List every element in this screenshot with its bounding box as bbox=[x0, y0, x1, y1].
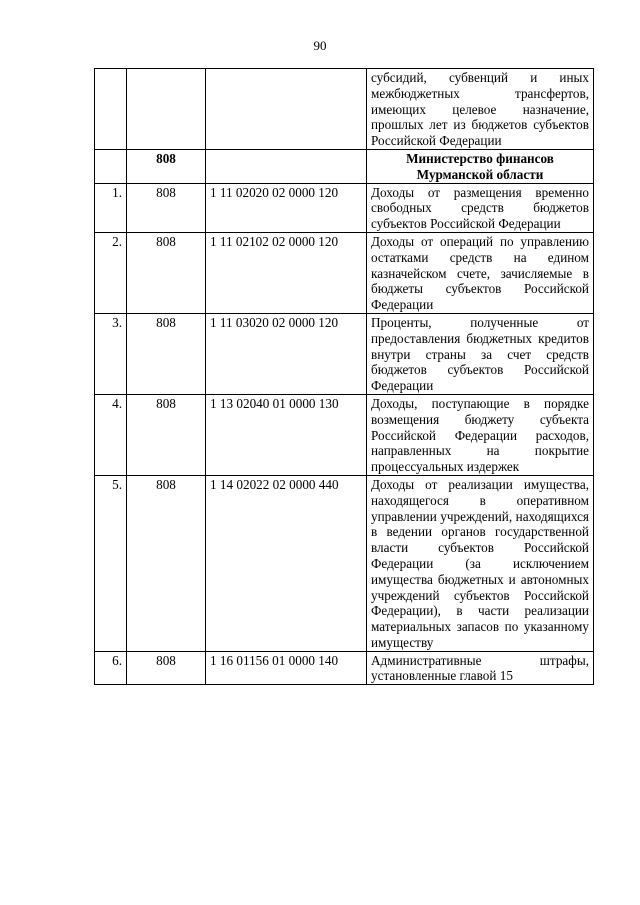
revenue-name-cell: Доходы, поступающие в порядке возмещения бюджету субъекта Российской Федерации расходов, направленных на покрытие процессуальных издержек bbox=[367, 394, 594, 475]
table-row-ministry-header bbox=[95, 149, 594, 183]
revenue-code-cell bbox=[206, 149, 367, 183]
page-number: 90 bbox=[313, 38, 327, 53]
admin-code-cell: 808 bbox=[127, 651, 206, 685]
revenue-name-cell: Проценты, полученные от предоставления бюджетных кредитов внутри страны за счет средств бюджетов субъектов Российской Федерации bbox=[367, 313, 594, 394]
revenue-code-cell: 1 11 02020 02 0000 120 bbox=[206, 183, 367, 232]
table-row bbox=[95, 313, 594, 394]
ministry-name-cell: Министерство финансов Мурманской области bbox=[367, 149, 594, 183]
revenue-name-cell: Доходы от размещения временно свободных средств бюджетов субъектов Российской Федерации bbox=[367, 183, 594, 232]
revenue-name-cell: Доходы от реализации имущества, находящегося в оперативном управлении учреждений, находящихся в ведении органов государственной власти субъектов Российской Федерации (за исключением имущества бюджетных и автономных учреждений субъектов Российской Федерации), в части реализации материальных запасов по указанному имуществу bbox=[367, 475, 594, 651]
table-row bbox=[95, 232, 594, 313]
table-row bbox=[95, 183, 594, 232]
revenue-code-cell: 1 14 02022 02 0000 440 bbox=[206, 475, 367, 651]
row-number-cell bbox=[95, 69, 127, 150]
table-row bbox=[95, 69, 594, 150]
revenue-code-cell: 1 16 01156 01 0000 140 bbox=[206, 651, 367, 685]
admin-code-cell: 808 bbox=[127, 475, 206, 651]
row-number-cell: 3. bbox=[95, 313, 127, 394]
revenue-code-cell: 1 11 03020 02 0000 120 bbox=[206, 313, 367, 394]
revenue-name-cell: Административные штрафы, установленные главой 15 bbox=[367, 651, 594, 685]
row-number-cell bbox=[95, 149, 127, 183]
row-number-cell: 6. bbox=[95, 651, 127, 685]
admin-code-cell bbox=[127, 69, 206, 150]
revenue-codes-table bbox=[94, 68, 594, 685]
row-number-cell: 4. bbox=[95, 394, 127, 475]
admin-code-cell: 808 bbox=[127, 183, 206, 232]
row-number-cell: 1. bbox=[95, 183, 127, 232]
admin-code-cell: 808 bbox=[127, 149, 206, 183]
revenue-name-cell: субсидий, субвенций и иных межбюджетных трансфертов, имеющих целевое назначение, прошлых лет из бюджетов субъектов Российской Федерации bbox=[367, 69, 594, 150]
revenue-code-cell bbox=[206, 69, 367, 150]
revenue-code-cell: 1 11 02102 02 0000 120 bbox=[206, 232, 367, 313]
revenue-code-cell: 1 13 02040 01 0000 130 bbox=[206, 394, 367, 475]
row-number-cell: 2. bbox=[95, 232, 127, 313]
row-number-cell: 5. bbox=[95, 475, 127, 651]
table-row bbox=[95, 394, 594, 475]
table-row bbox=[95, 651, 594, 685]
admin-code-cell: 808 bbox=[127, 232, 206, 313]
revenue-name-cell: Доходы от операций по управлению остатками средств на едином казначейском счете, зачисляемые в бюджеты субъектов Российской Федерации bbox=[367, 232, 594, 313]
admin-code-cell: 808 bbox=[127, 313, 206, 394]
admin-code-cell: 808 bbox=[127, 394, 206, 475]
table-row bbox=[95, 475, 594, 651]
